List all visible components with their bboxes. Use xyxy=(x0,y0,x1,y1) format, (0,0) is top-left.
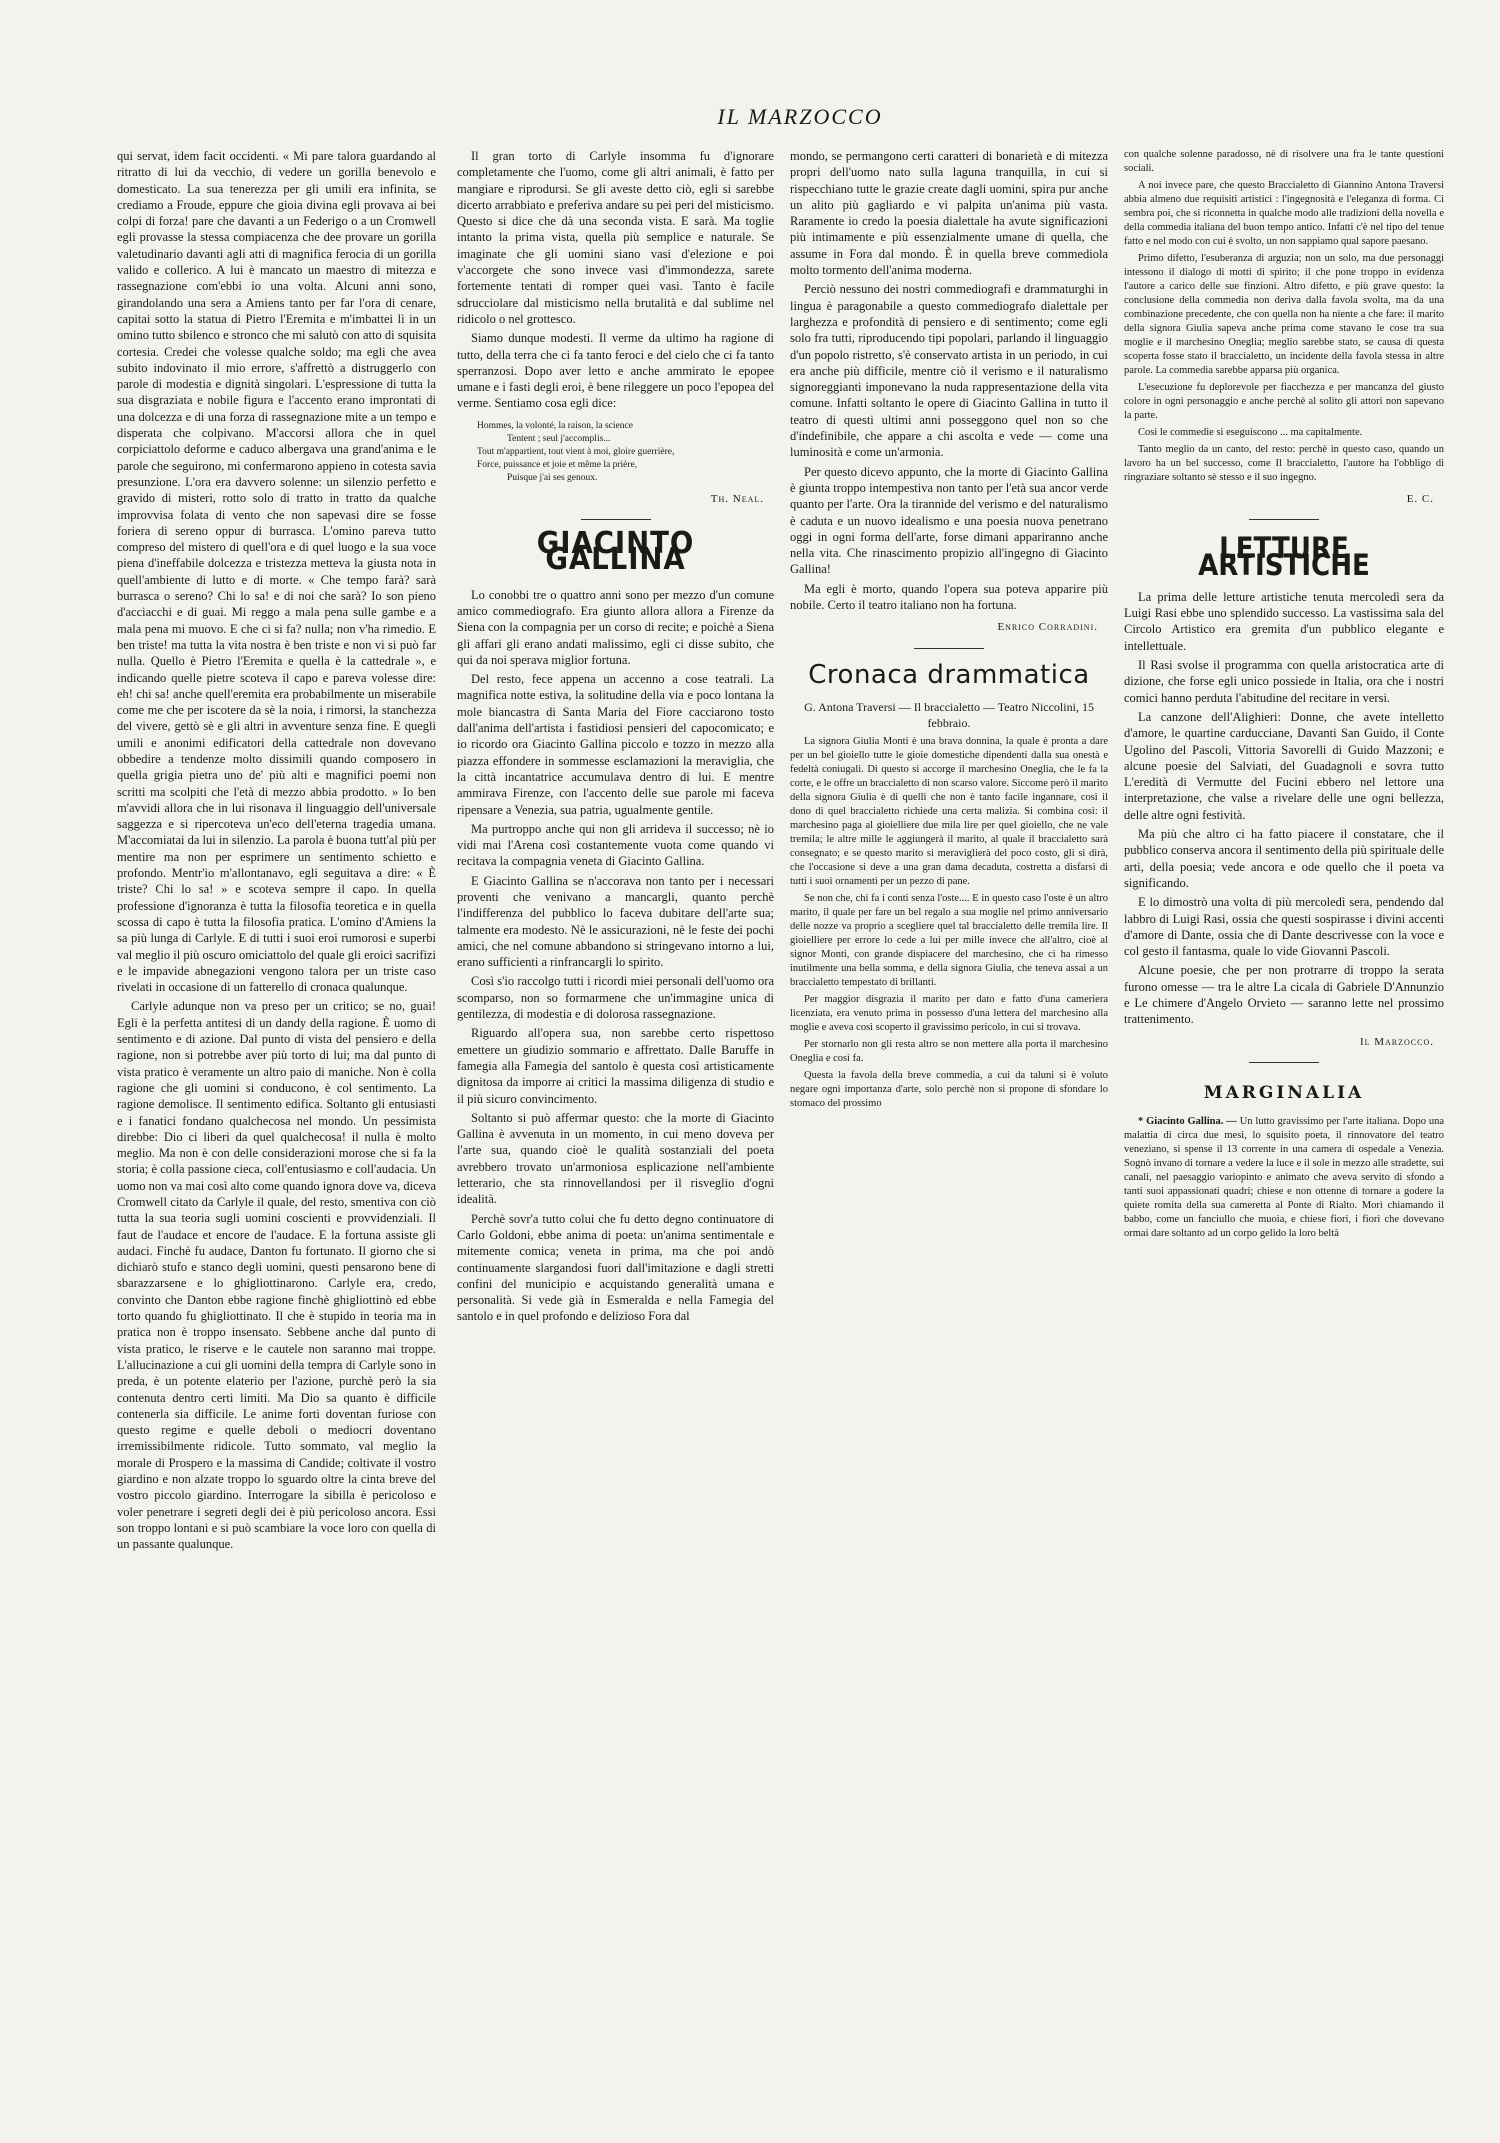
column-2 xyxy=(457,148,774,1328)
article-paragraph: Così le commedie si eseguiscono ... ma capitalmente. xyxy=(1138,427,1363,438)
article-paragraph: Lo conobbi tre o quattro anni sono per mezzo d'un comune amico commediografo. Era giunto allora allora a Firenze da Siena con la compagnia per un corso di recite; e poichè a Siena gli affari gli erano andati malissimo, egli ci disse subito, che qui da noi sperava miglior fortuna. xyxy=(457,587,774,667)
article-paragraph: A noi invece pare, che questo Braccialetto di Giannino Antona Traversi abbia almeno due requisiti artistici : l'ingegnosità e l'eleganza di forma. Ci sembra poi, che si riconnetta in qualche modo alle tradizioni della novella e della commedia italiana del buon tempo antico. Infatti c'è nel tipo del tenue fatto e nel modo con cui è svolto, un non sappiamo qual sapore paesano. xyxy=(1124,180,1444,247)
article-paragraph: qui servat, idem facit occidenti. « Mi pare talora guardando al ritratto di lui da vecchio, di vedere un gorilla benevolo e domesticato. La sua tenerezza per gli umili era infinita, se crediamo a Froude, eppure che gioia divina egli provava ai bei colpi di forza! pare che davanti a un Federigo o a un Cromwell egli provasse la stessa compiacenza che dee provare un gorilla valetudinario davanti agli atti di magnifica ferocia di un gorilla valido e collerico. A lui è mancato un maestro di mitezza e rassegnazione com'ebbi io una volta. Alcuni anni sono, girandolando una sera a Amiens tanto per far l'ora di cenare, capitai sotto la statua di Pietro l'Eremita e m'imbattei lì in un omino tutto sbilenco e stronco che mi salutò con atto di squisita cortesia. Credei che volesse qualche soldo; ma egli che avea subito indovinato il mio errore, s'affrettò a distruggerlo con parole di modestia e dignità singolari. L'espressione di tutta la sua disgraziata e nobile figura e l'accento erano improntati di una dolcezza e di una forza di rassegnazione mite a un tempo e disperata che colpivano. M'accorsi allora che in quel corpiciattolo deforme e caduco albergava una grand'anima e le parole che seguirono, mi confermarono appieno in cotesta savia presunzione. L'ora era davvero solenne: un silenzio perfetto e gravido di misteri, rotto solo di tratto in tratto da qualche improvvisa folata di vento che non sapevasi dire se fosse foriera di sereno oppur di burrasca. L'omino pareva tutto compreso del mistero di quell'ora e di quel luogo e la sua voce piena d'ineffabile dolcezza e tristezza metteva la giusta nota in quell'ambiente di lutto e di morte. « Che tempo farà? sarà burrasca o sereno? Chi lo sa! e di noi che sarà? Io son pieno d'acciacchi e di guai. Mi reggo a mala pena sulle gambe e a mala pena mi muovo. E che ci si fa? nulla; non v'ha rimedio. E ben triste! ma tutta la vita nostra è ben triste e non vi si può far nulla. Quello è Pietro l'Eremita e quella è la cattedrale », e indicando quelle pietre scoteva il capo e pareva volesse dire: eh! chi sa! anche quell'eremita era probabilmente un miserabile come me che per iscotere da sè la noia, i rimorsi, la stanchezza del vivere, gettò sè e gli altri in avventure senza fine. E quegli umili e anonimi edificatori della cattedrale non dovevano obbedire a tendenze molto dissimili quando composero in quella grigia pietra uno de' più alti e magnifici poemi non scritti ma scolpiti che l'età di mezzo abbia prodotto. » Io ben m'avvidi allora che in lui risonava il linguaggio dell'universale saggezza e si ripercoteva un'eco dell'eterna tragedia umana. M'accomiatai da lui in silenzio. La parola è buona tutt'al più per mentire ma non per esprimere un sentimento schietto e profondo. Mentr'io m'allontanavo, egli seguitava a dire: « È triste? Chi lo sa! » e scoteva sempre il capo. In quella professione d'ignoranza è tutta la filosofia teoretica e in quella scossa di capo è tutta la filosofia pratica. L'omino d'Amiens la sa più lunga di Carlyle. E di tutti i suoi eroi rumorosi e superbi val meglio il più oscuro omiciattolo del quale gli eroici sacrifizi e le impavide abnegazioni vengono talora per un triste caso rivelati in occasione di un fatterello di cronaca qualunque. xyxy=(117,149,436,995)
article-paragraph: Del resto, fece appena un accenno a cose teatrali. La magnifica notte estiva, la solitudine della via e poco lontana la mole biancastra di Santa Maria del Fiore cacciarono tosto dall'anima dell'artista i fastidiosi pensieri del capocomicato; e io ricordo ora Giacinto Gallina piccolo e tozzo in mezzo alla piazza effondere in sommesse esclamazioni la meraviglia, che la città incantatrice accumulava dentro di lui. E mentre ammirava Firenze, con l'accento delle sue parole mi faceva ripensare a Venezia, sua patria, ugualmente gentile. xyxy=(457,672,774,817)
verse-line: Tentent ; seul j'accomplis... xyxy=(507,433,611,444)
article-paragraph: Perchè sovr'a tutto colui che fu detto degno continuatore di Carlo Goldoni, ebbe anima di poeta: un'anima sentimentale e mitemente comica; veneta in prima, ma che poi andò continuamente slargandosi fuori dall'imitazione e dagli stretti confini del municipio e acquistando generalità umana e personalità. Si vede già in Esmeralda e nella Famegia del santolo e in quel profondo e delizioso Fora dal xyxy=(457,1211,774,1324)
marginalia-item xyxy=(1124,1115,1444,1241)
article-paragraph: Alcune poesie, che per non protrarre di troppo la serata furono omesse — tra le altre La cicala di Gabriele D'Annunzio e Le chimere d'Angelo Orvieto — saranno lette nel prossimo trattenimento. xyxy=(1124,963,1444,1027)
masthead-title: IL MARZOCCO xyxy=(717,104,883,129)
author-signature: Enrico Corradini. xyxy=(997,621,1098,634)
article-paragraph: Per stornarlo non gli resta altro se non mettere alla porta il marchesino Oneglia e così fa. xyxy=(790,1038,1108,1064)
article-paragraph: La prima delle letture artistiche tenuta mercoledì sera da Luigi Rasi ebbe uno splendido successo. La vastissima sala del Circolo Artistico era gremita d'un pubblico elegante e intellettuale. xyxy=(1124,589,1444,653)
article-paragraph: Ma egli è morto, quando l'opera sua poteva apparire più nobile. Certo il teatro italiano non ha fortuna. xyxy=(790,581,1108,613)
author-signature: E. C. xyxy=(1406,493,1434,505)
column-4 xyxy=(1124,148,1444,1244)
section-divider xyxy=(581,519,651,520)
verse-line: Tout m'appartient, tout vient à moi, gloire guerrière, xyxy=(477,446,675,457)
section-divider xyxy=(1249,1062,1319,1063)
article-paragraph: Ma purtroppo anche qui non gli arrideva il successo; nè io vidi mai l'Arena così costantemente vuota come quando vi recitava la compagnia veneta di Giacinto Gallina. xyxy=(457,821,774,869)
article-paragraph: Così s'io raccolgo tutti i ricordi miei personali dell'uomo ora scomparso, non so formarmene che un'immagine unica di gentilezza, di modestia e di dolorosa rassegnazione. xyxy=(457,974,774,1022)
article-paragraph: Se non che, chi fa i conti senza l'oste.... E in questo caso l'oste è un altro marito, il quale per fare un bel regalo a sua moglie nel primo anniversario delle nozze va proprio a scegliere quel tal braccialetto delle tremila lire. Il gioielliere per errore lo cede a lui per mille invece che all'altro, cioè al signor Monti, con grande dispiacere del marchesino, che ci ha rimesso inutilmente una bella somma, e della signora Giulia, che teneva assai a un braccialetto tempestato di brillanti. xyxy=(790,892,1108,988)
article-paragraph: La signora Giulia Monti è una brava donnina, la quale è pronta a dare per un bel gioiello tutte le gioie domestiche dipendenti dalla sua onestà e fedeltà coniugali. Di questo si accorge il marchesino Oneglia, che le fa la corte, e le offre un braccialetto di non scarso valore. Siccome però il marito della signora Giulia è di quelli che non è tanto facile ingannare, così il dono di quel braccialetto richiede una certa malizia. Si combina così: il marchesino paga al gioielliere due mila lire per quel gioiello, che ne vale tremila; le altre mille le aggiungerà il marito, al quale il braccialetto sarà consegnato; e se questo marito si meraviglierà del poco costo, gli si dirà, che l'occasione si deve a una gran dama decaduta, costretta a disfarsi di tutti i suoi ornamenti per un pezzo di pane. xyxy=(790,735,1108,887)
article-paragraph: Perciò nessuno dei nostri commediografi e drammaturghi in lingua è paragonabile a questo commediografo dialettale per larghezza e profondità di pensiero e di sentimento; come egli solo fra tutti, riproducendo tipi popolari, parlando il linguaggio d'un popolo ristretto, s'è conservato artista in un periodo, in cui era anche più difficile, mentre ciò il verismo e il naturalismo signoreggianti imponevano la nuda rappresentazione della vita comune. Infatti soltanto le opere di Giacinto Gallina in tutto il teatro di questi ultimi anni posseggono quel non so che d'indefinibile, che appare a chi ascolta e vede — come una luminosità e come un'armonia. xyxy=(790,282,1108,460)
author-signature: Il Marzocco. xyxy=(1359,1035,1434,1048)
verse-line: Puisque j'ai ses genoux. xyxy=(507,472,598,483)
article-paragraph: Riguardo all'opera sua, non sarebbe certo rispettoso emettere un giudizio sommario e affrettato. Dalle Baruffe in famegia alla Famegia del santolo è questa così artisticamente dignitosa da imporre ai critici la massima diligenza di studio e il più sicuro convincimento. xyxy=(457,1026,774,1106)
section-heading-letture: LETTURE ARTISTICHE xyxy=(1198,531,1370,582)
article-paragraph: Il Rasi svolse il programma con quella aristocratica arte di dizione, che forse egli unico possiede in Italia, ora che i nostri comici hanno perduta l'abitudine del recitare in versi. xyxy=(1124,658,1444,705)
article-paragraph: E lo dimostrò una volta di più mercoledì sera, pendendo dal labbro di Luigi Rasi, ossia che questi sospirasse i divini accenti d'amore di Dante, ossia che di Dante descrivesse con la voce e col gesto il fantasma, quale lo vide Giovanni Pascoli. xyxy=(1124,895,1444,959)
section-divider xyxy=(914,648,984,649)
section-heading-marginalia: MARGINALIA xyxy=(1203,1082,1365,1103)
verse-line: Force, puissance et joie et même la prière, xyxy=(477,459,638,470)
section-heading-cronaca: Cronaca drammatica xyxy=(808,659,1090,690)
article-paragraph: con qualche solenne paradosso, nè di risolvere una fra le tante questioni sociali. xyxy=(1124,149,1444,174)
column-1 xyxy=(117,148,436,1556)
article-paragraph: Questa la favola della breve commedia, a cui da taluni si è voluto negare ogni importanza d'arte, solo perchè non si propone di sfondare lo stomaco del prossimo xyxy=(790,1069,1108,1109)
article-paragraph: L'esecuzione fu deplorevole per fiacchezza e per mancanza del giusto colore in ogni personaggio e anche perchè al solito gli attori non sapevano la parte. xyxy=(1124,382,1444,421)
article-paragraph: Siamo dunque modesti. Il verme da ultimo ha ragione di tutto, della terra che ci fa tanto feroci e del cielo che ci fa tanto sperranzosi. Dopo aver letto e anche ammirato le epopee umane e i fasti degli eroi, è bene rileggere un poco l'epopea del verme. Sentiamo cosa egli dice: xyxy=(457,331,774,411)
section-heading-gallina: GIACINTO GALLINA xyxy=(536,526,695,578)
article-paragraph: Per maggior disgrazia il marito per dato e fatto d'una cameriera licenziata, era venuto prima in possesso d'una lettera del marchesino alla moglie e aveva così scoperto il gravissimo pericolo, in cui si trovava. xyxy=(790,993,1108,1033)
article-paragraph: Tanto meglio da un canto, del resto: perchè in questo caso, quando un lavoro ha un bel successo, come Il braccialetto, l'autore ha l'obbligo di ringraziare soltanto sè stesso e il suo ingegno. xyxy=(1124,444,1444,483)
review-subtitle: G. Antona Traversi — Il braccialetto — Teatro Niccolini, 15 febbraio. xyxy=(804,699,1094,731)
article-paragraph: Carlyle adunque non va preso per un critico; se no, guai! Egli è la perfetta antitesi di un dandy della ragione. È uomo di sentimento e di azione. Dal punto di vista del pensiero e della ragione, non si potrebbe aver più torto di lui; ma dal punto di vista pratico è veramente un altro paio di maniche. Non è colla ragione che gli uomini si conducono, è col sentimento. La ragione demolisce. Il sentimento edifica. Soltanto gli entusiasti e i fanatici fondano qualchecosa nel mondo. Un pessimista direbbe: Dio ci liberi da quel qualchecosa! il nulla è molto meglio. Ma non è con delle considerazioni morose che si fa la storia; è colla passione cieca, coll'entusiasmo e coll'audacia. Un uomo non va mai così alto come quando ignora dove va, diceva Cromwell citato da Carlyle il quale, del resto, smentiva con ciò tutta la sua teoria sugli uomini coscienti e provvidenziali. Il faut de l'audace et encore de l'audace. E la fortuna assiste gli audaci. Finchè fu audace, Danton fu fortunato. Il giorno che si dichiarò stufo e stanco degli uomini, questi pensarono bene di sbarazzarsene e lo ghigliottinarono. Carlyle era, credo, convinto che Danton ebbe ragione finchè ghigliottinò ed ebbe torto quando fu ghigliottinato. Il che è stupido in teoria ma in pratica non è troppo insensato. Sebbene anche dal punto di vista pratico, le riserve e le cautele non saranno mai troppe. L'allucinazione a cui gli uomini della tempra di Carlyle sono in preda, è un potente elaterio per l'azione, purchè però la sia contenuta dentro certi limiti. Ma Dio sa quanto è difficile contenerla sia difficile. Le anime forti doventan furiose con questo regime e quelle deboli o mediocri doventano irremissibilmente ridicole. Tutto sommato, val meglio la morale di Prospero e la massima di Candide; coltivate il vostro giardino e non alzate troppo lo sguardo oltre la cinta breve del vostro piccolo giardino. Interrogare la sibilla è pericoloso e voler penetrare i segreti degli dei è più pericoloso ancora. Essi son troppo lontani e si può scambiare la voce loro con quella di un passante qualunque. xyxy=(117,999,436,1552)
article-paragraph: mondo, se permangono certi caratteri di bonarietà e di mitezza propri dell'uomo nato sulla laguna tranquilla, in cui si rispecchiano tutte le grazie create dagli uomini, spira pur anche un alito più gagliardo e vi palpita un'anima più vasta. Raramente io credo la poesia dialettale ha avute significazioni più intimamente e più essenzialmente umane di quella, che assume in Fora dal mondo. È in quella breve commediola molto tormento dell'anima moderna. xyxy=(790,149,1108,278)
author-signature: Th. Neal. xyxy=(710,492,764,505)
article-paragraph: Primo difetto, l'esuberanza di arguzia; non un solo, ma due personaggi intessono il dialogo di motti di spirito; il che pone troppo in evidenza l'autore a carico delle sue finzioni. Altro difetto, e più grave questo: la conclusione della commedia non deriva dalla favola svolta, ma da una combinazione precedente, che con quella non ha niente a che fare: il marito della signora Giulia sapeva anche prima come stavano le cose tra sua moglie e il marchesino Oneglia; meglio sarebbe stato, se causa di questa scoperta fosse stato il braccialetto, un incidente della favola stessa in altre parole. La commedia sarebbe apparsa più organica. xyxy=(1124,253,1444,376)
column-3 xyxy=(790,148,1108,1114)
article-paragraph: Soltanto si può affermar questo: che la morte di Giacinto Gallina è avvenuta in un momento, in cui meno doveva per l'arte sua, quando cioè le qualità sostanziali del poeta avrebbero trovato un'armoniosa esplicazione nell'ambiente letterario, che sta rinnovellandosi per il risveglio d'ogni idealità. xyxy=(457,1110,774,1207)
article-paragraph: Per questo dicevo appunto, che la morte di Giacinto Gallina è giunta troppo intempestiva non tanto per l'età sua ancor verde quanto per l'arte. Ora la tirannide del verismo e del naturalismo è caduta e un nuovo idealismo e una poesia nuova penetrano oggi in ogni forma dell'arte, forse dimani appariranno anche nella vita. Che rinascimento propizio all'ingegno di Giacinto Gallina! xyxy=(790,464,1108,577)
verse-line: Hommes, la volonté, la raison, la science xyxy=(477,420,633,431)
section-divider xyxy=(1249,519,1319,520)
article-paragraph: Ma più che altro ci ha fatto piacere il constatare, che il pubblico conserva ancora il sentimento della più spirituale delle arti, della poesia; vede ancora e ode quello che il poeta va significando. xyxy=(1124,827,1444,890)
verse-quote xyxy=(477,420,774,485)
article-paragraph: Il gran torto di Carlyle insomma fu d'ignorare completamente che l'uomo, come gli altri animali, è fatto per mangiare e riprodursi. Se gli aveste detto ciò, egli si sarebbe dicerto arrabbiato e preferiva andare su pei peri del misticismo. Questo si dice che dà una seconda vista. E sarà. Ma toglie intanto la prima vista, quella più semplice e naturale. Se imaginate che gli uomini siano vasi d'elezione e poi v'accorgete che sono invece vasi d'immondezza, sarete fortemente tentati di romper quei vasi. Tanto è facile sdrucciolare dal misticismo nella brutalità e dal sublime nel ridicolo o nel grottesco. xyxy=(457,149,774,326)
article-paragraph: E Giacinto Gallina se n'accorava non tanto per i necessari proventi che venivano a mancargli, quanto perchè l'indifferenza del pubblico lo faceva dubitare dell'arte sua; talmente era modesto. Nè le assicurazioni, nè le feste dei pochi amici, che nel comune abbandono si stringevano intorno a lui, erano sufficienti a rinfrancargli lo spirito. xyxy=(457,873,774,970)
marginalia-lead: * Giacinto Gallina. — xyxy=(1138,1116,1237,1128)
article-paragraph: La canzone dell'Alighieri: Donne, che avete intelletto d'amore, le quartine carducciane, Davanti San Guido, il Conte Ugolino del Pascoli, Vittoria Savorelli di Guido Mazzoni; e alcune poesie del Salviati, del Guadagnoli e sovra tutto L'eredità di Vermutte del Fucini ebbero nel lettore una interpretazione, che valse a rivelare delle une ogni bellezza, delle altre ogni festività. xyxy=(1124,709,1444,822)
marginalia-text: Un lutto gravissimo per l'arte italiana. Dopo una malattia di circa due mesi, lo squisito poeta, il rinnovatore del teatro veneziano, si spense il 13 corrente in una camera di ospedale a Venezia. Sognò invano di tornare a vedere la luce e il sole in mezzo alle stradette, sui canali, nel paesaggio variopinto e animato che aveva servito di sfondo a tanti suoi appassionati quadri; chiese e non ottenne di tornare a godere la quiete romita della sua cameretta al Ponte di Rialto. Morì chiamando il babbo, come un fanciullo che muoia, e chiese fiori, i fiori che dovevano ormai dare soltanto ad un corpo gelido la loro beltà xyxy=(1124,1116,1445,1240)
